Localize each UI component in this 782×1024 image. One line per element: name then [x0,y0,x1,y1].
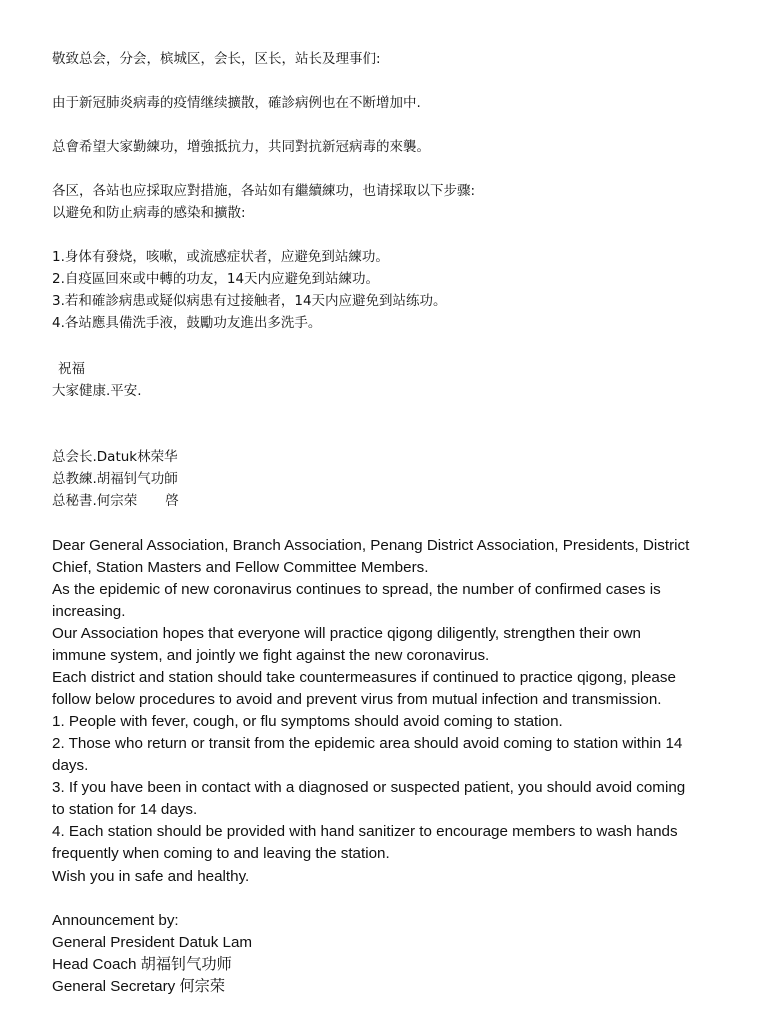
cn-step-1: 1.身体有發烧，咳嗽，或流感症状者，应避免到站練功。 [52,249,389,265]
en-paragraph-3-line-1: Each district and station should take countermeasures if continued to practice qigong, please [52,669,676,686]
en-step-1: 1. People with fever, cough, or flu symptoms should avoid coming to station. [52,713,563,730]
cn-paragraph-3-line-1: 各区，各站也应採取应對措施，各站如有繼續練功，也请採取以下步骤: [52,183,476,199]
en-signature-president: General President Datuk Lam [52,934,253,951]
en-step-4-line-1: 4. Each station should be provided with hand sanitizer to encourage members to wash hands [52,823,678,840]
en-paragraph-3-line-2: follow below procedures to avoid and prevent virus from mutual infection and transmission. [52,691,662,708]
cn-signature-secretary: 总秘書.何宗荣 [52,493,138,509]
cn-paragraph-3-line-2: 以避免和防止病毒的感染和擴散: [52,205,246,221]
en-paragraph-1-line-2: increasing. [52,603,126,620]
cn-blessing: 祝福 [58,361,85,377]
cn-signature-qi: 啓 [165,493,179,509]
en-salutation-line-2: Chief, Station Masters and Fellow Committee Members. [52,559,429,576]
en-step-2-line-2: days. [52,757,89,774]
en-signature-coach: Head Coach 胡福钊气功师 [52,956,232,973]
en-announcement-by: Announcement by: [52,912,179,929]
cn-paragraph-2: 总會希望大家勤練功，增強抵抗力，共同對抗新冠病毒的來襲。 [52,139,430,155]
cn-step-3: 3.若和確診病患或疑似病患有过接触者，14天内应避免到站练功。 [52,293,447,309]
cn-paragraph-1: 由于新冠肺炎病毒的疫情继续擴散，確診病例也在不断增加中. [52,95,421,111]
en-wish: Wish you in safe and healthy. [52,868,250,885]
cn-steps-list [52,246,447,334]
en-step-4-line-2: frequently when coming to and leaving the station. [52,845,390,862]
cn-wish: 大家健康.平安. [52,383,142,399]
en-signature-secretary: General Secretary 何宗荣 [52,978,226,995]
cn-signature-coach: 总教練.胡福钊气功師 [52,471,178,487]
cn-signature-block [52,446,179,512]
cn-step-2: 2.自疫區回來或中轉的功友，14天内应避免到站練功。 [52,271,380,287]
en-paragraph-2-line-1: Our Association hopes that everyone will practice qigong diligently, strengthen their own [52,625,641,642]
cn-salutation: 敬致总会，分会，槟城区，会长，区长，站长及理事们: [52,51,381,67]
en-salutation-line-1: Dear General Association, Branch Association, Penang District Association, Presidents, District [52,537,690,554]
cn-signature-secretary-row [52,490,179,512]
en-step-3-line-2: to station for 14 days. [52,801,198,818]
cn-signature-president: 总会长.Datuk林荣华 [52,449,178,465]
en-step-3-line-1: 3. If you have been in contact with a diagnosed or suspected patient, you should avoid coming [52,779,686,796]
en-step-2-line-1: 2. Those who return or transit from the epidemic area should avoid coming to station within 14 [52,735,683,752]
en-paragraph-2-line-2: immune system, and jointly we fight against the new coronavirus. [52,647,490,664]
cn-step-4: 4.各站應具備洗手液，鼓勵功友進出多洗手。 [52,315,322,331]
en-paragraph-1-line-1: As the epidemic of new coronavirus continues to spread, the number of confirmed cases is [52,581,661,598]
